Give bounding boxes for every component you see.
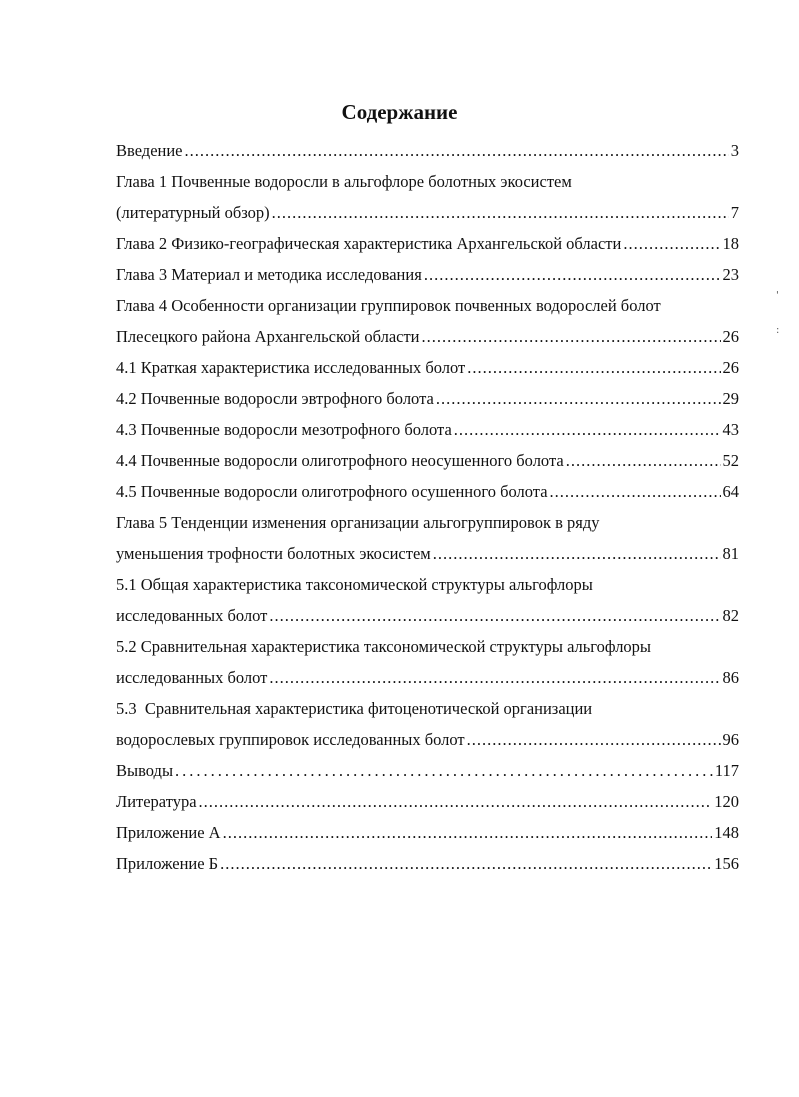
dot-leader xyxy=(566,445,721,476)
toc-entry-title: Выводы xyxy=(116,761,174,780)
toc-entry-section-5-3-line-2[interactable] xyxy=(116,724,739,755)
toc-page-number: 96 xyxy=(722,730,739,749)
toc-page-number: 7 xyxy=(730,203,739,222)
dot-leader xyxy=(185,135,729,166)
toc-entry-title-continued: (литературный обзор) xyxy=(116,203,270,222)
toc-entry-title-continued: водорослевых группировок исследованных болот xyxy=(116,730,465,749)
toc-page-number: 29 xyxy=(722,389,739,408)
dot-leader xyxy=(436,383,721,414)
toc-entry-chapter-5-line-1[interactable] xyxy=(116,507,739,538)
toc-page-number: 26 xyxy=(722,358,739,377)
toc-entry-introduction[interactable] xyxy=(116,135,739,166)
toc-entry-title: Глава 3 Материал и методика исследования xyxy=(116,265,422,284)
table-of-contents xyxy=(116,135,739,879)
toc-page-number: 18 xyxy=(722,234,739,253)
toc-entry-section-5-1-line-1[interactable] xyxy=(116,569,739,600)
toc-entry-title: 4.3 Почвенные водоросли мезотрофного болота xyxy=(116,420,452,439)
dot-leader xyxy=(223,817,713,848)
toc-entry-title: Приложение А xyxy=(116,823,221,842)
toc-entry-section-4-4[interactable] xyxy=(116,445,739,476)
toc-page-number: 156 xyxy=(714,854,739,873)
toc-page-number: 148 xyxy=(714,823,739,842)
toc-entry-chapter-4-line-2[interactable] xyxy=(116,321,739,352)
toc-page-number: 52 xyxy=(722,451,739,470)
toc-page-number: 120 xyxy=(714,792,739,811)
toc-entry-title: Глава 5 Тенденции изменения организации альгогруппировок в ряду xyxy=(116,513,600,532)
toc-page-number: 86 xyxy=(722,668,739,687)
toc-entry-chapter-5-line-2[interactable] xyxy=(116,538,739,569)
toc-entry-title: 4.1 Краткая характеристика исследованных болот xyxy=(116,358,466,377)
margin-mark: ' xyxy=(776,290,779,301)
toc-page-number: 43 xyxy=(722,420,739,439)
dot-leader xyxy=(199,786,713,817)
toc-entry-title-continued: исследованных болот xyxy=(116,606,268,625)
toc-entry-section-5-3-line-1[interactable] xyxy=(116,693,739,724)
toc-entry-references[interactable] xyxy=(116,786,739,817)
toc-entry-title: Глава 2 Физико-географическая характеристика Архангельской области xyxy=(116,234,622,253)
toc-page-number: 23 xyxy=(722,265,739,284)
toc-entry-title: Приложение Б xyxy=(116,854,219,873)
toc-entry-title: 5.3 Сравнительная характеристика фитоценотической организации xyxy=(116,699,593,718)
toc-entry-title: Глава 4 Особенности организации группировок почвенных водорослей болот xyxy=(116,296,661,315)
toc-entry-section-4-2[interactable] xyxy=(116,383,739,414)
toc-page-number: 26 xyxy=(722,327,739,346)
toc-entry-title-continued: уменьшения трофности болотных экосистем xyxy=(116,544,431,563)
toc-page-number: 64 xyxy=(722,482,739,501)
toc-entry-title: Введение xyxy=(116,141,183,160)
toc-entry-title: 5.1 Общая характеристика таксономической структуры альгофлоры xyxy=(116,575,593,594)
dot-leader xyxy=(424,259,721,290)
toc-page-number: 81 xyxy=(722,544,739,563)
toc-entry-appendix-b[interactable] xyxy=(116,848,739,879)
toc-entry-title: Литература xyxy=(116,792,197,811)
dot-leader xyxy=(422,321,721,352)
toc-entry-chapter-3[interactable] xyxy=(116,259,739,290)
dot-leader xyxy=(467,352,720,383)
dot-leader xyxy=(454,414,721,445)
toc-entry-title: 5.2 Сравнительная характеристика таксономической структуры альгофлоры xyxy=(116,637,652,656)
toc-entry-section-4-1[interactable] xyxy=(116,352,739,383)
margin-mark: : xyxy=(776,325,780,336)
toc-entry-conclusions[interactable] xyxy=(116,755,739,786)
toc-page-number: 82 xyxy=(722,606,739,625)
toc-entry-chapter-2[interactable] xyxy=(116,228,739,259)
toc-entry-title-continued: исследованных болот xyxy=(116,668,268,687)
toc-page-number: 3 xyxy=(730,141,739,160)
toc-entry-title-continued: Плесецкого района Архангельской области xyxy=(116,327,420,346)
toc-page-number: 117 xyxy=(714,761,739,780)
dot-leader xyxy=(550,476,721,507)
toc-entry-chapter-1-line-2[interactable] xyxy=(116,197,739,228)
toc-entry-chapter-1-line-1[interactable] xyxy=(116,166,739,197)
toc-entry-section-5-1-line-2[interactable] xyxy=(116,600,739,631)
toc-entry-title: 4.4 Почвенные водоросли олиготрофного неосушенного болота xyxy=(116,451,564,470)
dot-leader xyxy=(269,600,720,631)
toc-entry-section-4-3[interactable] xyxy=(116,414,739,445)
toc-entry-title: 4.2 Почвенные водоросли эвтрофного болота xyxy=(116,389,434,408)
toc-entry-chapter-4-line-1[interactable] xyxy=(116,290,739,321)
toc-entry-section-4-5[interactable] xyxy=(116,476,739,507)
toc-entry-section-5-2-line-2[interactable] xyxy=(116,662,739,693)
dot-leader xyxy=(175,755,713,786)
dot-leader xyxy=(220,848,712,879)
dot-leader xyxy=(433,538,721,569)
dot-leader xyxy=(623,228,720,259)
dot-leader xyxy=(272,197,729,228)
dot-leader xyxy=(269,662,720,693)
toc-entry-title: Глава 1 Почвенные водоросли в альгофлоре болотных экосистем xyxy=(116,172,572,191)
toc-entry-appendix-a[interactable] xyxy=(116,817,739,848)
toc-entry-section-5-2-line-1[interactable] xyxy=(116,631,739,662)
toc-entry-title: 4.5 Почвенные водоросли олиготрофного осушенного болота xyxy=(116,482,548,501)
page-title: Содержание xyxy=(341,100,458,124)
dot-leader xyxy=(467,724,721,755)
